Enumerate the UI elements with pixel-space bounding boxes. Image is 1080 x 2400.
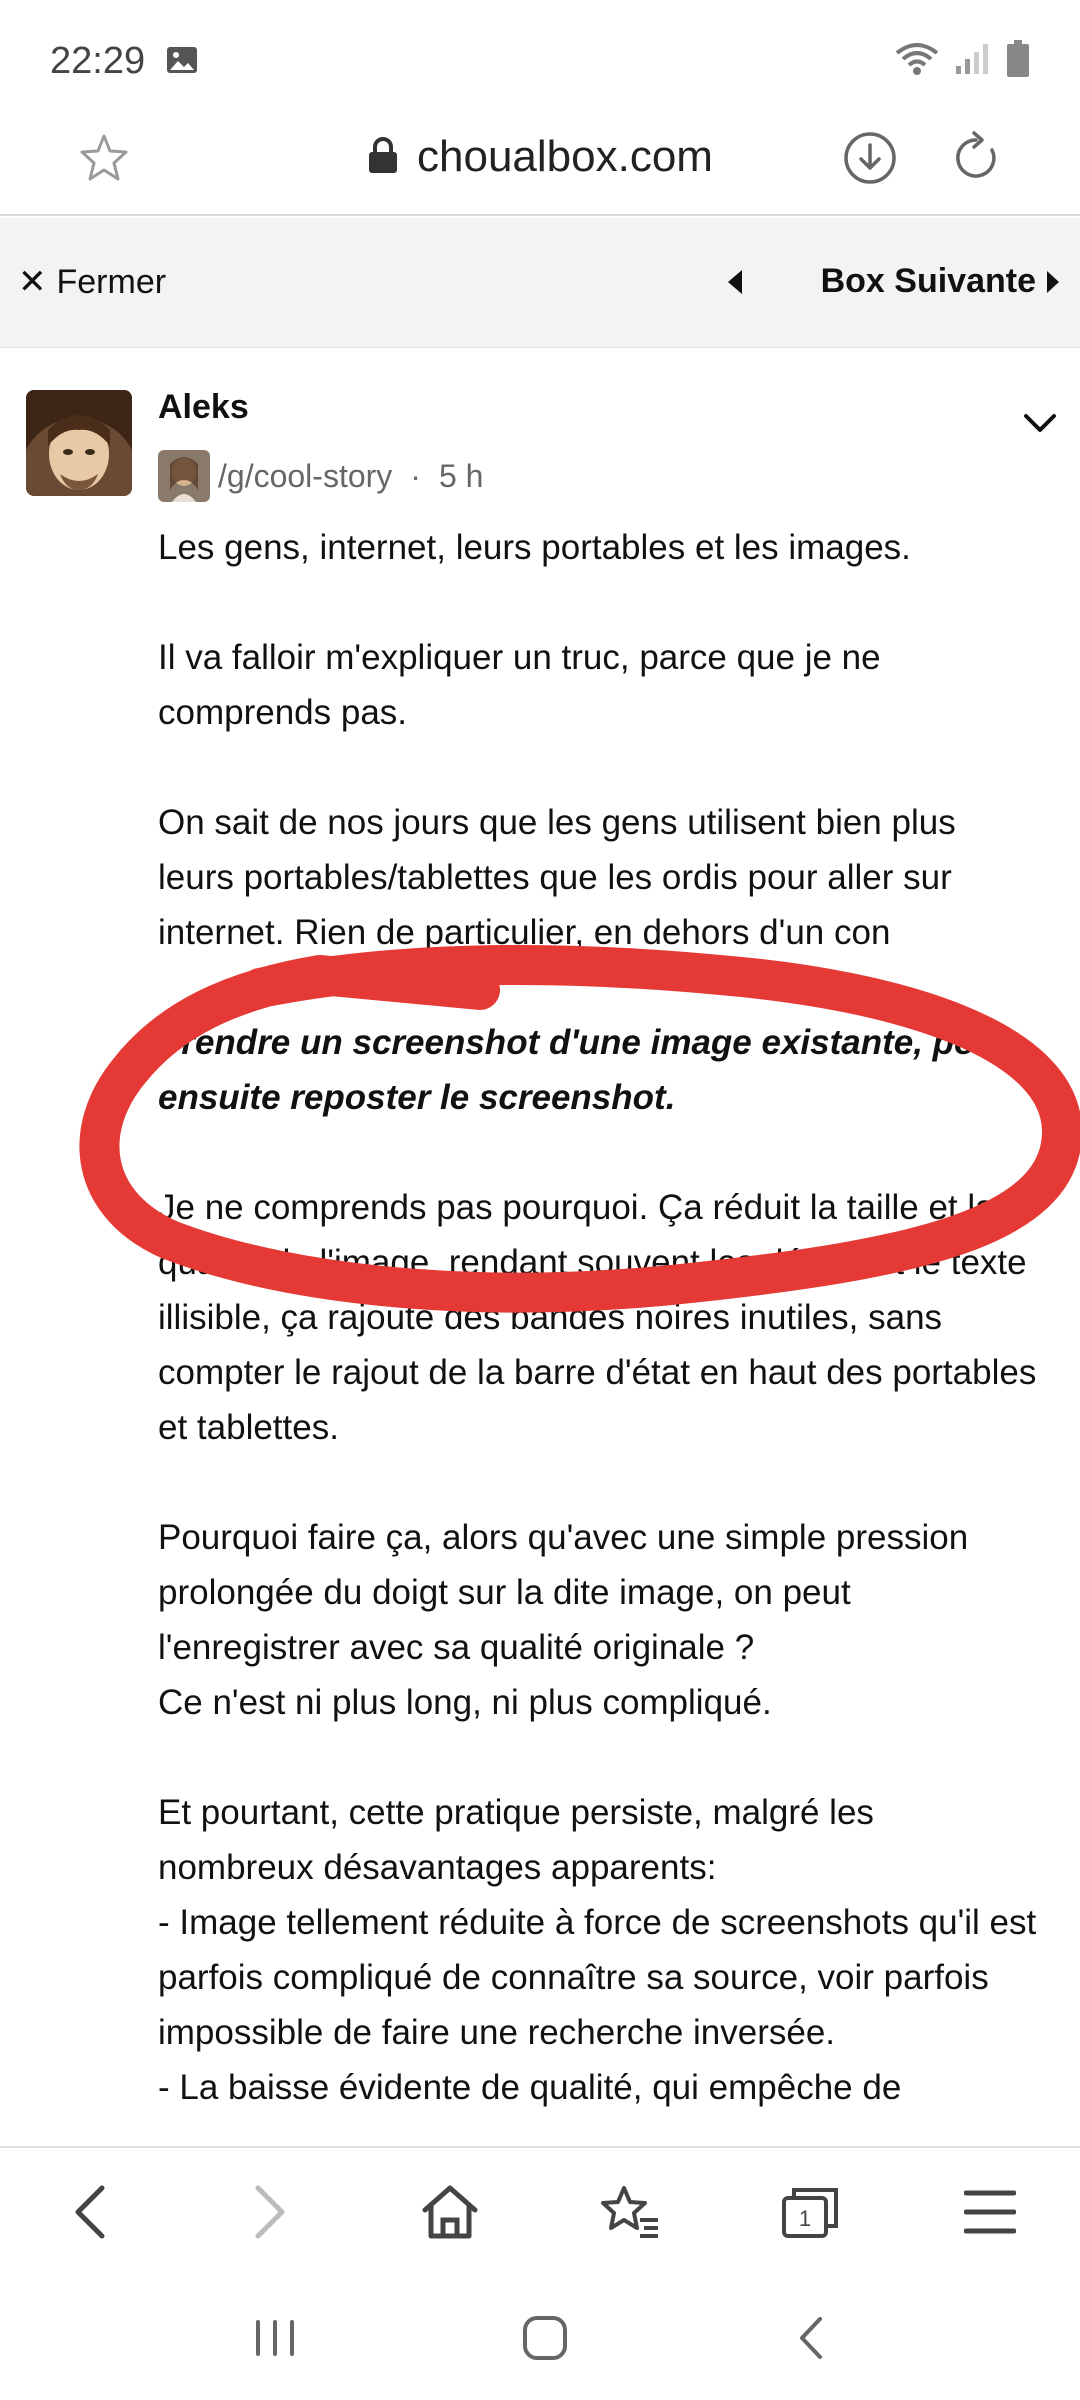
status-time: 22:29 (50, 40, 146, 82)
status-bar (0, 0, 1080, 120)
forward-button[interactable] (230, 2172, 310, 2252)
back-nav-icon[interactable] (790, 2313, 830, 2363)
bookmarks-star-list-icon (600, 2184, 660, 2240)
bookmarks-button[interactable] (590, 2172, 670, 2252)
previous-box-icon[interactable] (726, 268, 744, 296)
back-arrow-icon (70, 2184, 110, 2240)
recent-apps-icon[interactable] (250, 2318, 300, 2358)
browser-url-bar (0, 110, 1080, 216)
next-box-button[interactable] (821, 262, 1060, 301)
lock-icon (367, 136, 399, 174)
url-display[interactable] (0, 132, 1080, 182)
author-name[interactable]: Aleks (158, 388, 249, 426)
group-link[interactable]: /g/cool-story (218, 457, 393, 494)
author-avatar[interactable] (26, 390, 132, 496)
hamburger-menu-icon (964, 2189, 1016, 2235)
post-age: 5 h (438, 457, 484, 494)
post-paragraph: Et pourtant, cette pratique persiste, malgré les nombreux désavantages apparents: (158, 1793, 874, 1887)
post-highlighted-quote: Prendre un screenshot d'une image existante, pour ensuite reposter le screenshot. (158, 1023, 1011, 1117)
group-avatar[interactable] (158, 450, 210, 502)
system-nav-bar (0, 2276, 1080, 2400)
close-button[interactable] (18, 262, 166, 302)
browser-toolbar (0, 2146, 1080, 2276)
home-nav-icon[interactable] (520, 2313, 570, 2363)
battery-icon (1006, 40, 1030, 78)
post-body (158, 520, 1038, 2115)
forward-arrow-icon (250, 2184, 290, 2240)
tabs-icon (780, 2184, 840, 2240)
post-paragraph: - Image tellement réduite à force de screenshots qu'il est parfois compliqué de connaître sa source, voir parfois impossible de faire une recherche inversée. (158, 1903, 1037, 2052)
close-label: Fermer (56, 262, 167, 301)
download-icon[interactable] (842, 130, 898, 186)
post-paragraph: Pourquoi faire ça, alors qu'avec une simple pression prolongée du doigt sur la dite image, on peut l'enregistrer avec sa qualité originale ? (158, 1518, 969, 1667)
meta-separator: · (410, 457, 421, 494)
post-paragraph: Il va falloir m'expliquer un truc, parce que je ne comprends pas. (158, 638, 881, 732)
back-button[interactable] (50, 2172, 130, 2252)
tabs-button[interactable] (770, 2172, 850, 2252)
group-avatar-image (158, 450, 210, 502)
post-paragraph: Je ne comprends pas pourquoi. Ça réduit la taille et la qualité de l'image, rendant souvent les détails et le texte illisible, ça rajoute des bandes noires inutiles, sans compter le rajout de la barre d'état en haut des portables et tablettes. (158, 1188, 1037, 1447)
signal-icon (954, 42, 992, 76)
close-icon: ✕ (18, 263, 47, 301)
post-paragraph: On sait de nos jours que les gens utilisent bien plus leurs portables/tablettes que les ordis pour aller sur internet. Rien de particulier, en dehors d'un con (158, 803, 956, 952)
next-box-label: Box Suivante (820, 262, 1036, 300)
next-arrow-icon (1046, 270, 1060, 294)
post-paragraph: Ce n'est ni plus long, ni plus compliqué. (158, 1683, 772, 1722)
post-meta (158, 450, 483, 502)
url-text: choualbox.com (417, 132, 713, 181)
image-notification-icon (166, 46, 198, 74)
author-avatar-image (26, 390, 132, 496)
status-indicators (894, 40, 1030, 78)
chevron-down-icon[interactable] (1022, 412, 1058, 436)
menu-button[interactable] (950, 2172, 1030, 2252)
wifi-icon (894, 41, 940, 77)
post-paragraph: - La baisse évidente de qualité, qui empêche de (158, 2068, 902, 2107)
home-icon (421, 2184, 479, 2240)
site-navigation-bar (0, 218, 1080, 348)
reload-icon[interactable] (948, 130, 1004, 186)
home-button[interactable] (410, 2172, 490, 2252)
svg-text:1: 1 (798, 2206, 812, 2231)
post-paragraph: Les gens, internet, leurs portables et les images. (158, 528, 911, 567)
